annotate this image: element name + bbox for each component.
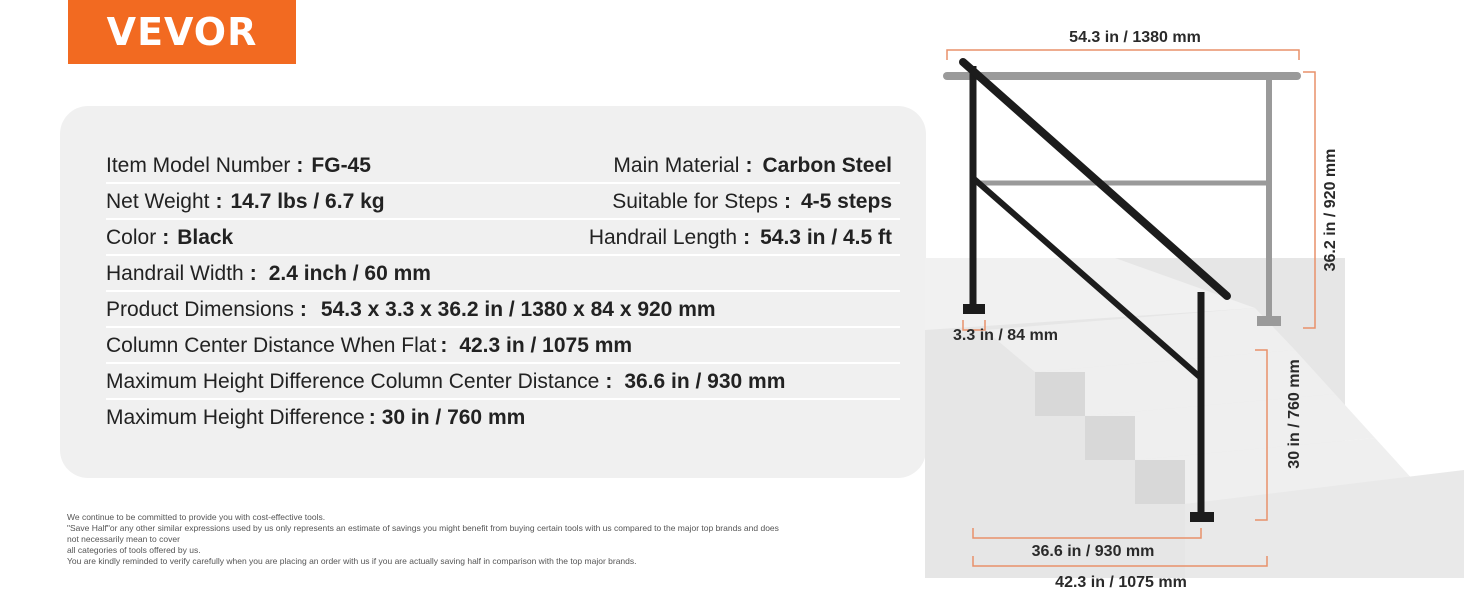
disclaimer-line: not necessarily mean to cover: [67, 534, 180, 544]
spec-value: Black: [177, 226, 234, 249]
spec-sep: :: [745, 154, 753, 177]
spec-value: 54.3 in / 4.5 ft: [760, 226, 892, 249]
spec-right: [612, 190, 892, 214]
dim-top-width: 54.3 in / 1380 mm: [1069, 29, 1201, 46]
spec-value: 2.4 inch / 60 mm: [268, 262, 431, 285]
spec-row: [106, 148, 900, 184]
dim-column-distance: 36.6 in / 930 mm: [1031, 543, 1155, 560]
spec-left: [106, 406, 525, 430]
spec-label: Handrail Length: [588, 226, 738, 249]
spec-right: [589, 226, 892, 250]
spec-label: Color: [106, 226, 157, 249]
spec-value: 36.6 in / 930 mm: [624, 370, 786, 393]
dim-flat-distance: 42.3 in / 1075 mm: [1055, 574, 1187, 591]
stairs: [925, 258, 1464, 578]
dim-height: 36.2 in / 920 mm: [1322, 148, 1339, 272]
spec-sep: :: [783, 190, 791, 213]
handrail-dimension-diagram: [925, 0, 1464, 600]
stair-riser-1: [1035, 372, 1085, 416]
brand-logo: [68, 0, 296, 64]
spec-row: [106, 400, 900, 436]
spec-label: Net Weight: [106, 190, 210, 213]
spec-sep: :: [296, 154, 304, 177]
spec-left: [106, 334, 632, 358]
spec-sep: :: [368, 406, 376, 429]
spec-row: [106, 184, 900, 220]
spec-row: [106, 328, 900, 364]
spec-value: FG-45: [311, 154, 371, 177]
spec-left: [106, 226, 233, 250]
spec-sep: :: [605, 370, 613, 393]
spec-label: Handrail Width: [106, 262, 244, 285]
spec-value: 54.3 x 3.3 x 36.2 in / 1380 x 84 x 920 mm: [320, 298, 716, 321]
spec-left: [106, 298, 716, 322]
spec-sep: :: [743, 226, 751, 249]
disclaimer-line: We continue to be committed to provide you with cost-effective tools.: [67, 512, 326, 522]
spec-left: [106, 190, 385, 214]
spec-label: Maximum Height Difference: [106, 406, 365, 429]
disclaimer-line: all categories of tools offered by us.: [67, 545, 201, 555]
spec-row: [106, 364, 900, 400]
stair-riser-2: [1085, 416, 1135, 460]
spec-value: 4-5 steps: [800, 190, 892, 213]
dim-step-height: 30 in / 760 mm: [1286, 359, 1303, 469]
spec-label: Item Model Number: [106, 154, 291, 177]
disclaimer: [67, 512, 837, 567]
spec-label: Main Material: [613, 154, 740, 177]
spec-row: [106, 292, 900, 328]
spec-label: Product Dimensions: [106, 298, 294, 321]
spec-sep: :: [299, 298, 307, 321]
spec-sep: :: [215, 190, 223, 213]
spec-value: Carbon Steel: [762, 154, 892, 177]
spec-right: [613, 154, 892, 178]
dim-base-width: 3.3 in / 84 mm: [953, 327, 1058, 344]
spec-left: [106, 154, 371, 178]
spec-sep: :: [440, 334, 448, 357]
spec-row: [106, 220, 900, 256]
spec-row: [106, 256, 900, 292]
spec-sep: :: [162, 226, 170, 249]
disclaimer-line: "Save Half"or any other similar expressions used by us only represents an estimate of savings you might benefit from buying certain tools with us compared to the major top brands and does: [67, 523, 779, 533]
spec-label: Maximum Height Difference Column Center Distance: [106, 370, 600, 393]
spec-left: [106, 262, 431, 286]
spec-value: 14.7 lbs / 6.7 kg: [230, 190, 385, 213]
spec-value: 30 in / 760 mm: [381, 406, 526, 429]
spec-label: Column Center Distance When Flat: [106, 334, 437, 357]
spec-value: 42.3 in / 1075 mm: [459, 334, 633, 357]
spec-left: [106, 370, 785, 394]
brand-logo-text: VEVOR: [106, 10, 258, 54]
stair-riser-3: [1135, 460, 1185, 504]
spec-label: Suitable for Steps: [612, 190, 778, 213]
disclaimer-line: You are kindly reminded to verify carefully when you are placing an order with us if you are actually saving half in comparison with the top major brands.: [67, 556, 637, 566]
spec-sep: :: [249, 262, 257, 285]
